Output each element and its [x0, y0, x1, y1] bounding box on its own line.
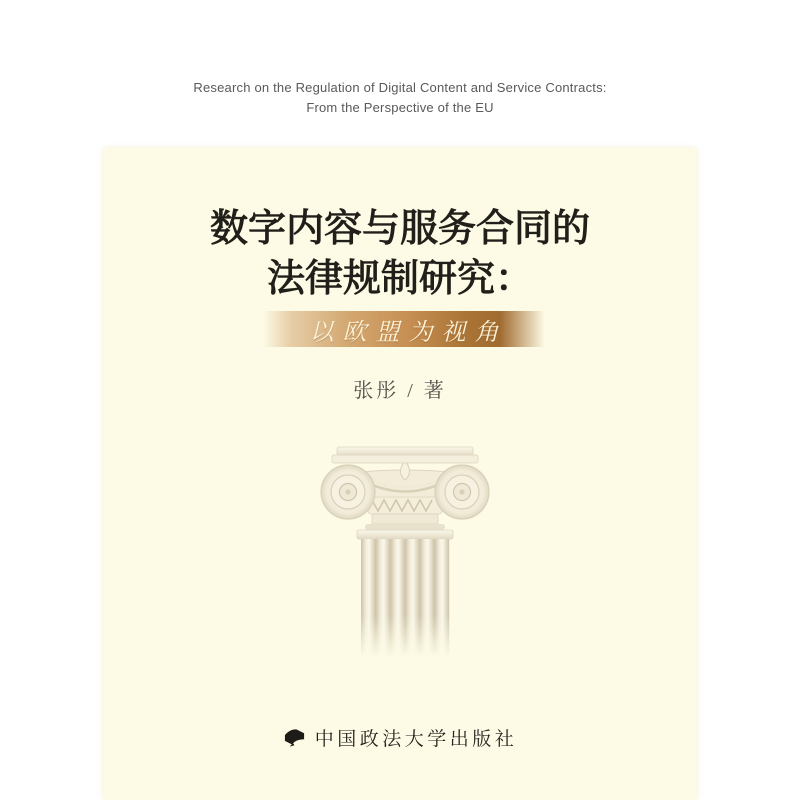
tagline-text: 以欧盟为视角	[309, 319, 508, 346]
publisher-book-logo-icon	[283, 727, 306, 749]
tagline-bar	[263, 311, 545, 347]
ionic-column-illustration	[310, 445, 500, 665]
english-subtitle-line1: Research on the Regulation of Digital Content and Service Contracts:	[193, 80, 607, 95]
english-subtitle-line2: From the Perspective of the EU	[306, 100, 494, 115]
title-line1: 数字内容与服务合同的	[209, 208, 590, 250]
author-line: 张彤 / 著	[353, 380, 447, 402]
book-cover	[103, 148, 697, 800]
english-subtitle	[0, 78, 800, 118]
publisher-line	[103, 724, 697, 751]
book-title	[103, 204, 697, 304]
title-line2: 法律规制研究：	[266, 258, 533, 300]
ionic-column-icon	[310, 445, 500, 665]
publisher-name: 中国政法大学出版社	[314, 729, 518, 750]
